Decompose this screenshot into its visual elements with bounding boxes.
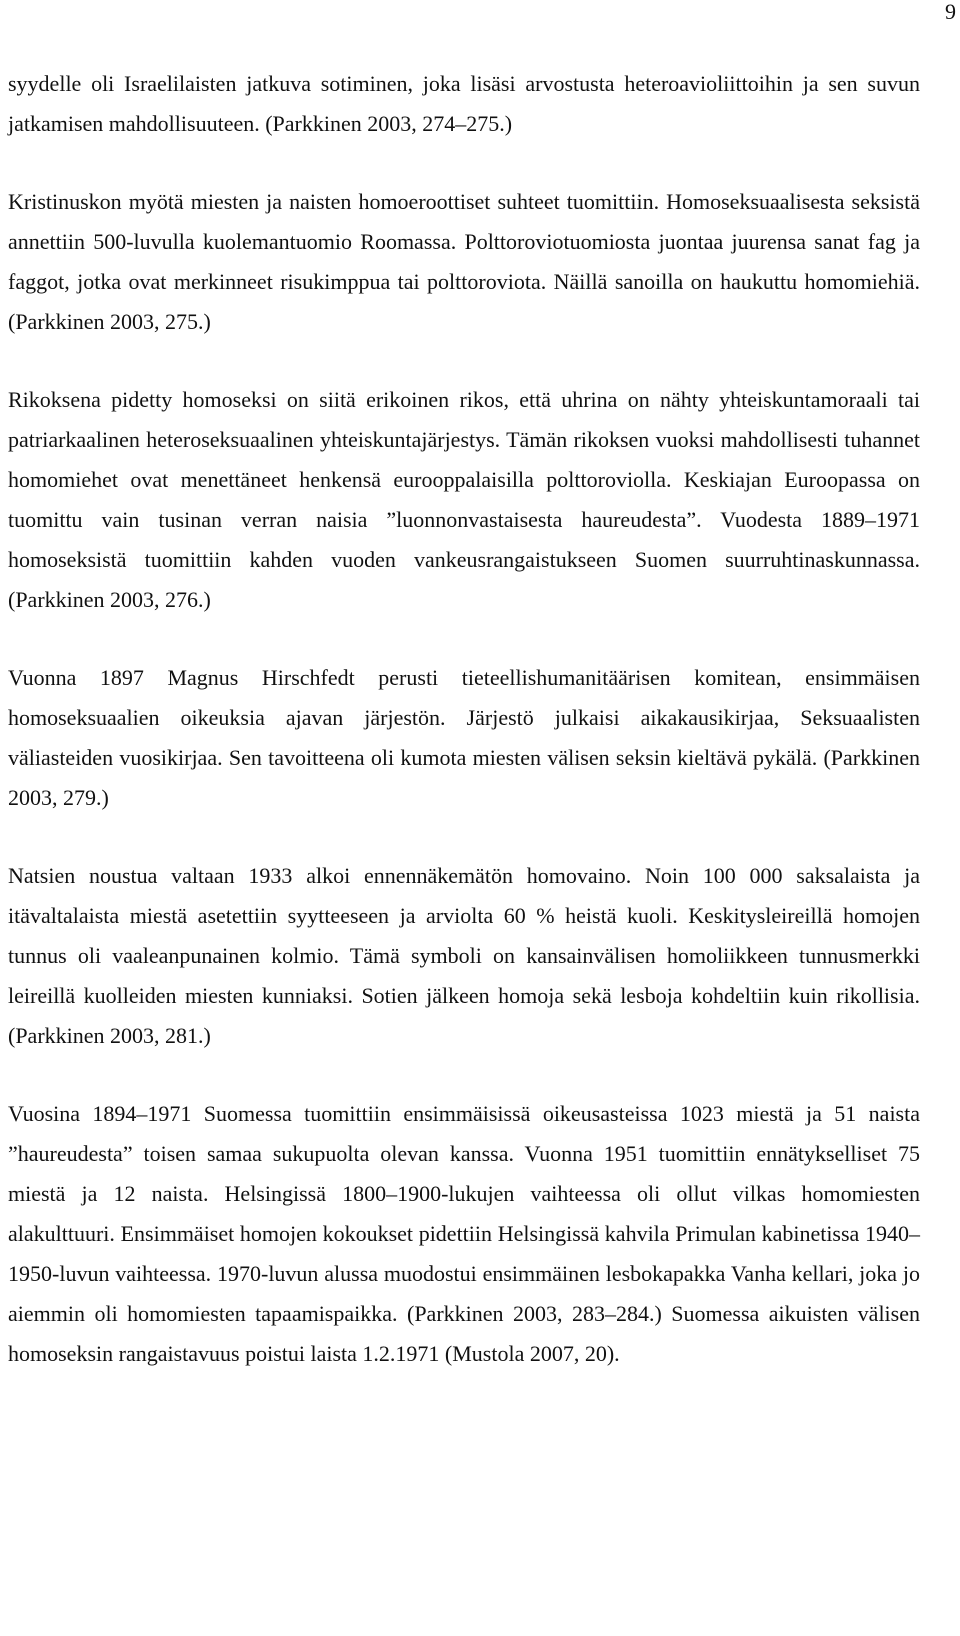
paragraph-hirschfeld: Vuonna 1897 Magnus Hirschfedt perusti tieteellishumanitäärisen komitean, ensimmäisen homoseksuaalien oikeuksia ajavan järjestön. Järjestö julkaisi aikakausikirjaa, Seksuaalisten väliasteiden vuosikirjaa. Sen tavoitteena oli kumota miesten välisen seksin kieltävä pykälä. (Parkkinen 2003, 279.) — [8, 665, 920, 810]
paragraph-israelites: syydelle oli Israelilaisten jatkuva sotiminen, joka lisäsi arvostusta heteroavioliittoihin ja sen suvun jatkamisen mahdollisuuteen. (Parkkinen 2003, 274–275.) — [8, 71, 920, 136]
paragraph-christianity: Kristinuskon myötä miesten ja naisten homoeroottiset suhteet tuomittiin. Homoseksuaalisesta seksistä annettiin 500-luvulla kuolemantuomio Roomassa. Polttoroviotuomiosta juontaa juurensa sanat fag ja faggot, jotka ovat merkinneet risukimppua tai polttoroviota. Näillä sanoilla on haukuttu homomiehiä. (Parkkinen 2003, 275.) — [8, 189, 920, 334]
page-number: 9 — [945, 0, 956, 24]
paragraph-finland: Vuosina 1894–1971 Suomessa tuomittiin ensimmäisissä oikeusasteissa 1023 miestä ja 51 naista ”haureudesta” toisen samaa sukupuolta olevan kanssa. Vuonna 1951 tuomittiin ennätykselliset 75 miestä ja 12 naista. Helsingissä 1800–1900-lukujen vaihteessa oli ollut vilkas homomiesten alakulttuuri. Ensimmäiset homojen kokoukset pidettiin Helsingissä kahvila Primulan kabinetissa 1940–1950-luvun vaihteessa. 1970-luvun alussa muodostui ensimmäinen lesbokapakka Vanha kellari, joka jo aiemmin oli homomiesten tapaamispaikka. (Parkkinen 2003, 283–284.) Suomessa aikuisten välisen homoseksin rangaistavuus poistui laista 1.2.1971 (Mustola 2007, 20). — [8, 1101, 920, 1366]
document-body — [8, 64, 920, 1374]
paragraph-crime: Rikoksena pidetty homoseksi on siitä erikoinen rikos, että uhrina on nähty yhteiskuntamoraali tai patriarkaalinen heteroseksuaalinen yhteiskuntajärjestys. Tämän rikoksen vuoksi mahdollisesti tuhannet homomiehet ovat menettäneet henkensä eurooppalaisilla polttoroviolla. Keskiajan Euroopassa on tuomittu vain tusinan verran naisia ”luonnonvastaisesta haureudesta”. Vuodesta 1889–1971 homoseksistä tuomittiin kahden vuoden vankeusrangaistukseen Suomen suurruhtinaskunnassa. (Parkkinen 2003, 276.) — [8, 387, 920, 612]
paragraph-nazi-persecution: Natsien noustua valtaan 1933 alkoi ennennäkemätön homovaino. Noin 100 000 saksalaista ja itävaltalaista miestä asetettiin syytteeseen ja arviolta 60 % heistä kuoli. Keskitysleireillä homojen tunnus oli vaaleanpunainen kolmio. Tämä symboli on kansainvälisen homoliikkeen tunnusmerkki leireillä kuolleiden miesten kunniaksi. Sotien jälkeen homoja sekä lesboja kohdeltiin kuin rikollisia. (Parkkinen 2003, 281.) — [8, 863, 920, 1048]
